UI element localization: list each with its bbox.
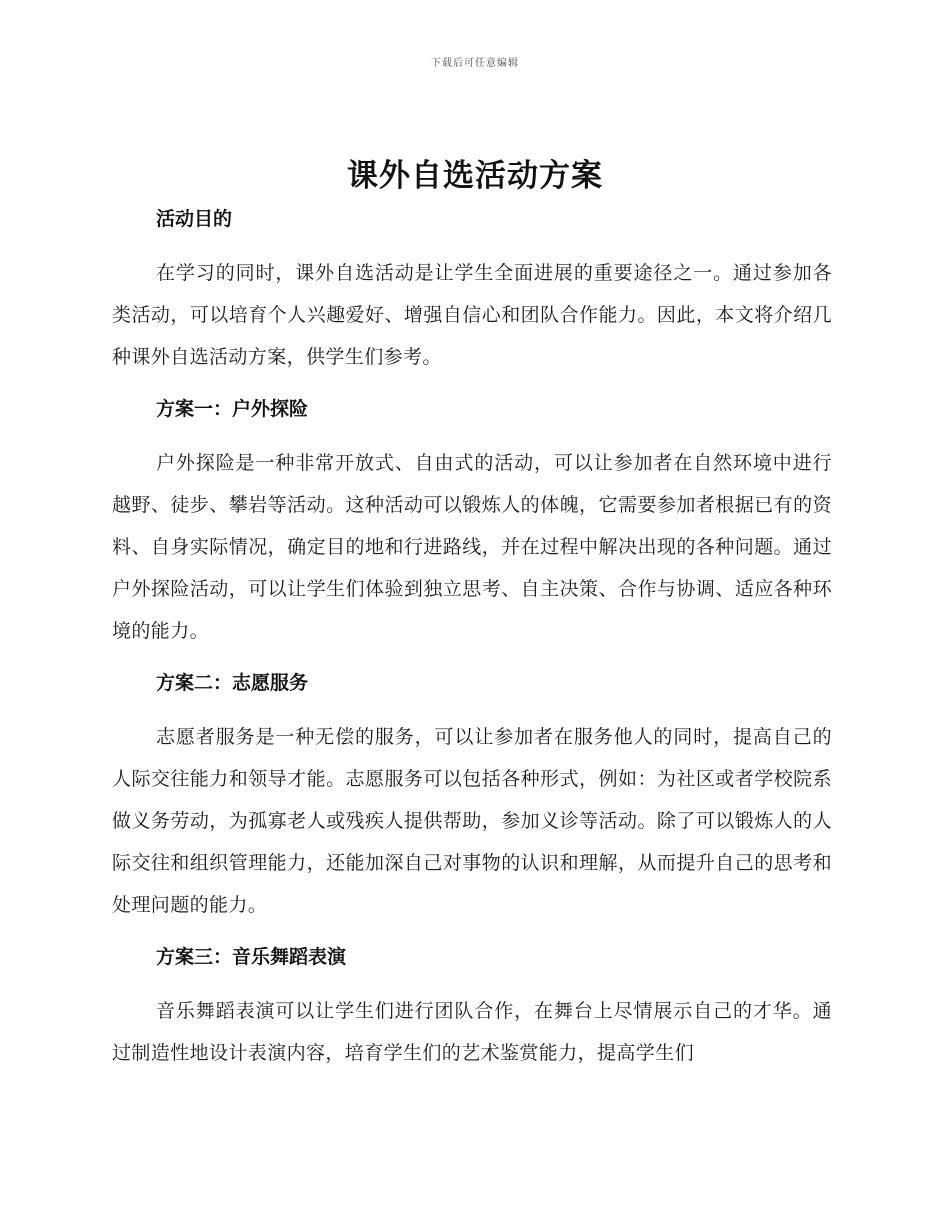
section-heading-purpose: 活动目的	[156, 208, 233, 230]
section-heading-plan-1: 方案一：户外探险	[156, 398, 309, 420]
section-heading-plan-3: 方案三：音乐舞蹈表演	[156, 946, 347, 968]
document-title: 课外自选活动方案	[347, 158, 603, 194]
document-body	[112, 202, 832, 1074]
section-body-purpose: 在学习的同时，课外自选活动是让学生全面进展的重要途径之一。通过参加各类活动，可以培育个人兴趣爱好、增强自信心和团队合作能力。因此，本文将介绍几种课外自选活动方案，供学生们参考。	[112, 262, 832, 368]
section-heading-plan-2: 方案二：志愿服务	[156, 672, 309, 694]
section-body-plan-3: 音乐舞蹈表演可以让学生们进行团队合作，在舞台上尽情展示自己的才华。通过制造性地设计表演内容，培育学生们的艺术鉴赏能力，提高学生们	[112, 1000, 832, 1064]
header-note: 下载后可任意编辑	[431, 58, 519, 69]
section-body-plan-1: 户外探险是一种非常开放式、自由式的活动，可以让参加者在自然环境中进行越野、徒步、攀岩等活动。这种活动可以锻炼人的体魄，它需要参加者根据已有的资料、自身实际情况，确定目的地和行进路线，并在过程中解决出现的各种问题。通过户外探险活动，可以让学生们体验到独立思考、自主决策、合作与协调、适应各种环境的能力。	[112, 452, 832, 642]
section-body-plan-2: 志愿者服务是一种无偿的服务，可以让参加者在服务他人的同时，提高自己的人际交往能力和领导才能。志愿服务可以包括各种形式，例如：为社区或者学校院系做义务劳动，为孤寡老人或残疾人提供帮助，参加义诊等活动。除了可以锻炼人的人际交往和组织管理能力，还能加深自己对事物的认识和理解，从而提升自己的思考和处理问题的能力。	[112, 726, 832, 916]
